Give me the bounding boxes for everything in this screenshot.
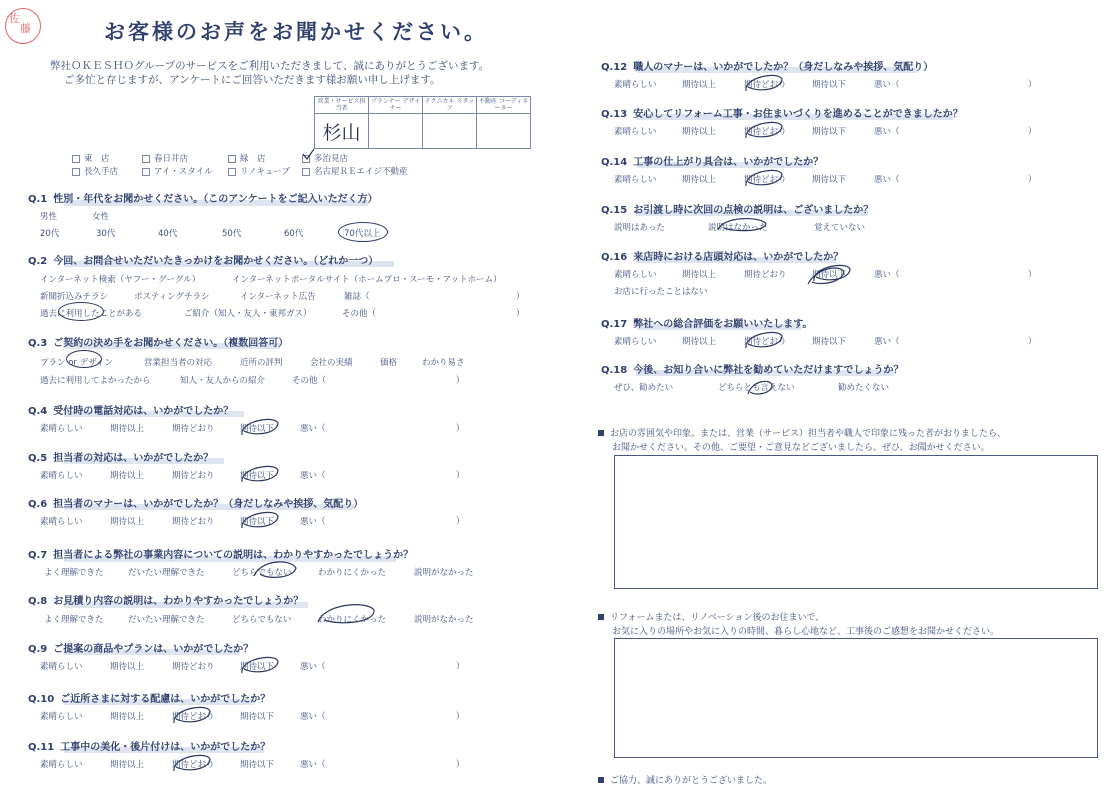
- q7-opt-none[interactable]: 説明がなかった: [414, 568, 474, 578]
- q9-opt-excellent[interactable]: 素晴らしい: [40, 662, 83, 672]
- q2-magazine-close: ）: [516, 292, 525, 302]
- q9-title: [28, 640, 253, 655]
- q9-number: Q.9: [28, 644, 48, 655]
- q2-opt-portal-site[interactable]: インターネットポータルサイト（ホームプロ・スーモ・アットホーム）: [232, 275, 502, 285]
- store-label: リノキューブ: [240, 167, 290, 177]
- checkbox-box: [228, 168, 236, 176]
- q16-opt-bad[interactable]: 悪い（: [874, 270, 900, 280]
- q4-title: [28, 402, 233, 417]
- q18-answer-mark: [744, 376, 776, 398]
- q15-title: Q.15 お引渡し時に次回の点検の説明は、ございましたか？: [601, 205, 874, 216]
- q11-opt-bad-close: ）: [456, 760, 465, 770]
- footer-text: ご協力、誠にありがとうございました。: [610, 776, 773, 786]
- staff-col-planner: プランナー デザイナー: [369, 97, 423, 114]
- q10-answer-mark: [168, 701, 214, 727]
- q2-opt-other[interactable]: その他（: [342, 309, 377, 319]
- q10-title: [28, 690, 270, 705]
- staff-col-realestate: 不動産 コーディネーター: [477, 97, 531, 114]
- q7-opt-unclear[interactable]: わかりにくかった: [318, 568, 387, 578]
- store-label: 長久手店: [84, 167, 119, 177]
- page-title: お客様のお声をお聞かせください。: [104, 20, 488, 44]
- comment2-prompt-line2: お気に入りの場所やお気に入りの時間、暮らし心地など、工事後のご感想をお聞かせください。: [612, 627, 1000, 637]
- q1-age-50s[interactable]: 50代: [222, 229, 242, 239]
- q12-opt-bad-close: ）: [1028, 80, 1037, 90]
- q6-opt-excellent[interactable]: 素晴らしい: [40, 517, 83, 527]
- q14-opt-bad[interactable]: 悪い（: [874, 175, 900, 185]
- comment2-prompt-line1: [598, 610, 824, 623]
- q8-opt-neither[interactable]: どちらでもない: [232, 615, 292, 625]
- q6-opt-as-expected[interactable]: 期待どおり: [172, 517, 215, 527]
- q7-answer-mark: [250, 556, 300, 582]
- q11-opt-as-expected[interactable]: 期待どおり: [172, 760, 215, 770]
- q13-number: Q.13: [601, 109, 628, 120]
- q14-answer-mark: [740, 164, 786, 190]
- q18-opt-neither[interactable]: どちらとも言えない: [718, 383, 795, 393]
- q16-answer-mark: [804, 262, 848, 290]
- q16-opt-below[interactable]: 期待以下: [812, 270, 847, 280]
- q16-opt-excellent[interactable]: 素晴らしい: [614, 270, 657, 280]
- q6-number: Q.6: [28, 499, 48, 510]
- staff-col-sales: 営業・サービス担当者: [315, 97, 369, 114]
- store-checkbox-nagakute[interactable]: [72, 165, 118, 177]
- q9-answer-mark: [236, 651, 282, 677]
- q6-text: 担当者のマナーは、いかがでしたか？（身だしなみや挨拶、気配り）: [53, 499, 364, 510]
- q7-opt-well[interactable]: よく理解できた: [44, 568, 104, 578]
- q14-title: [601, 153, 823, 168]
- q10-text: ご近所さまに対する配慮は、いかがでしたか？: [60, 694, 271, 705]
- stamp-char-1: 佐: [9, 12, 20, 25]
- store-label: アイ・スタイル: [154, 167, 213, 177]
- q3-opt-other[interactable]: その他（: [292, 376, 327, 386]
- q10-opt-as-expected[interactable]: 期待どおり: [172, 712, 215, 722]
- q2-opt-referral[interactable]: ご紹介（知人・友人・東邦ガス）: [184, 309, 312, 319]
- q16-opt-as-expected[interactable]: 期待どおり: [744, 270, 787, 280]
- q18-text: 今後、お知り合いに弊社を勧めていただけますでしょうか？: [633, 365, 904, 376]
- q1-text: 性別・年代をお聞かせください。（このアンケートをご記入いただく方）: [53, 194, 378, 205]
- q3-text: ご契約の決め手をお聞かせください。（複数回答可）: [53, 338, 289, 349]
- q10-opt-above[interactable]: 期待以上: [110, 712, 145, 722]
- q6-answer-mark: [236, 506, 282, 532]
- q12-number: Q.12: [601, 62, 628, 73]
- q11-opt-below[interactable]: 期待以下: [240, 760, 275, 770]
- q8-answer-mark: [312, 598, 380, 628]
- staff-sales-cell[interactable]: [315, 114, 369, 149]
- q9-opt-below[interactable]: 期待以下: [240, 662, 275, 672]
- q17-opt-below[interactable]: 期待以下: [812, 337, 847, 347]
- store-checkbox-midori[interactable]: [228, 152, 266, 164]
- q11-opt-excellent[interactable]: 素晴らしい: [40, 760, 83, 770]
- q16-opt-never-visited[interactable]: お店に行ったことはない: [614, 287, 708, 297]
- q12-text: 職人のマナーは、いかがでしたか？（身だしなみや挨拶、気配り）: [633, 62, 934, 73]
- q6-opt-bad-close: ）: [456, 517, 465, 527]
- q3-opt-friend-referral[interactable]: 知人・友人からの紹介: [180, 376, 266, 386]
- q8-opt-unclear[interactable]: わかりにくかった: [318, 615, 387, 625]
- q17-opt-above[interactable]: 期待以上: [682, 337, 717, 347]
- q17-opt-bad-close: ）: [1028, 337, 1037, 347]
- staff-col-technical: テクニカル スタッフ: [423, 97, 477, 114]
- q9-opt-bad[interactable]: 悪い（: [300, 662, 326, 672]
- comment1-prompt-line2: お聞かせください。その他、ご要望・ご意見などございましたら、ぜひ、お聞かせください。: [612, 443, 990, 453]
- q17-opt-as-expected[interactable]: 期待どおり: [744, 337, 787, 347]
- q4-answer-mark: [236, 413, 282, 439]
- q4-opt-excellent[interactable]: 素晴らしい: [40, 424, 83, 434]
- q12-opt-excellent[interactable]: 素晴らしい: [614, 80, 657, 90]
- q18-title: Q.18 今後、お知り合いに弊社を勧めていただけますでしょうか？: [601, 365, 904, 376]
- q10-opt-excellent[interactable]: 素晴らしい: [40, 712, 83, 722]
- q16-opt-bad-close: ）: [1028, 270, 1037, 280]
- store-label: 東 店: [84, 154, 110, 164]
- q5-opt-as-expected[interactable]: 期待どおり: [172, 471, 215, 481]
- store-label: 多治見店: [314, 154, 349, 164]
- q17-text: 弊社への総合評価をお願いいたします。: [633, 319, 813, 330]
- store-label: 名古屋ＲＥエイジ不動産: [314, 167, 408, 177]
- q13-opt-above[interactable]: 期待以上: [682, 127, 717, 137]
- store-label: 春日井店: [154, 154, 189, 164]
- q9-opt-bad-close: ）: [456, 662, 465, 672]
- q4-opt-below[interactable]: 期待以下: [240, 424, 275, 434]
- q8-title: Q.8 お見積り内容の説明は、わかりやすかったでしょうか？: [28, 596, 304, 607]
- q18-opt-recommend[interactable]: ぜひ、勧めたい: [614, 383, 674, 393]
- q11-number: Q.11: [28, 742, 55, 753]
- q5-opt-above[interactable]: 期待以上: [110, 471, 145, 481]
- q3-opt-clarity[interactable]: わかり易さ: [422, 358, 465, 368]
- q13-opt-below[interactable]: 期待以下: [812, 127, 847, 137]
- q1-gender-female[interactable]: 女性: [92, 212, 110, 222]
- q7-opt-neither[interactable]: どちらでもない: [232, 568, 292, 578]
- q15-text: お引渡し時に次回の点検の説明は、ございましたか？: [633, 205, 874, 216]
- store-checkbox-istyle[interactable]: [142, 165, 213, 177]
- q2-title: Q.2 今回、お問合せいただいたきっかけをお聞かせください。（どれか一つ）: [28, 256, 379, 267]
- seal-stamp: [5, 8, 41, 44]
- q12-opt-bad[interactable]: 悪い（: [874, 80, 900, 90]
- q8-opt-mostly[interactable]: だいたい理解できた: [128, 615, 205, 625]
- q14-opt-excellent[interactable]: 素晴らしい: [614, 175, 657, 185]
- comment2-text-1: リフォームまたは、リノベーション後のお住まいで、: [610, 613, 825, 623]
- q11-answer-mark: [168, 749, 214, 775]
- staff-sales-name: 杉山: [322, 121, 361, 144]
- q15-opt-no[interactable]: 説明はなかった: [708, 223, 768, 233]
- q15-answer-mark: [712, 214, 772, 234]
- comment1-prompt-line1: [598, 426, 1006, 439]
- q13-text: 安心してリフォーム工事・お住まいづくりを進めることができましたか？: [633, 109, 963, 120]
- checkbox-box: [142, 155, 150, 163]
- checkbox-box: [72, 155, 80, 163]
- comment1-textarea[interactable]: [614, 455, 1098, 589]
- staff-realestate-cell[interactable]: [477, 114, 531, 149]
- q3-opt-reputation[interactable]: 近所の評判: [240, 358, 283, 368]
- q15-opt-dont-remember[interactable]: 覚えていない: [814, 223, 866, 233]
- q1-age-20s[interactable]: 20代: [40, 229, 60, 239]
- q1-age-30s[interactable]: 30代: [96, 229, 116, 239]
- q3-other-close: ）: [456, 376, 465, 386]
- checkbox-box: [228, 155, 236, 163]
- q9-text: ご提案の商品やプランは、いかがでしたか？: [53, 644, 254, 655]
- q3-opt-plan-design[interactable]: プラン or デザイン: [40, 358, 114, 368]
- q16-text: 来店時における店頭対応は、いかがでしたか？: [633, 252, 844, 263]
- q13-opt-bad[interactable]: 悪い（: [874, 127, 900, 137]
- q7-text: 担当者による弊社の事業内容についての説明は、わかりやすかったでしょうか？: [53, 550, 414, 561]
- q6-opt-bad[interactable]: 悪い（: [300, 517, 326, 527]
- q2-text: 今回、お問合せいただいたきっかけをお聞かせください。（どれか一つ）: [53, 256, 379, 267]
- q1-age-60s[interactable]: 60代: [284, 229, 304, 239]
- q3-opt-sales-response[interactable]: 営業担当者の対応: [144, 358, 213, 368]
- q13-opt-excellent[interactable]: 素晴らしい: [614, 127, 657, 137]
- q2-opt-newspaper-flyer[interactable]: 新聞折込みチラシ: [40, 292, 109, 302]
- q14-opt-below[interactable]: 期待以下: [812, 175, 847, 185]
- staff-planner-cell[interactable]: [369, 114, 423, 149]
- checkbox-box: [302, 168, 310, 176]
- q12-opt-above[interactable]: 期待以上: [682, 80, 717, 90]
- q5-number: Q.5: [28, 453, 48, 464]
- q13-opt-bad-close: ）: [1028, 127, 1037, 137]
- q11-text: 工事中の美化・後片付けは、いかがでしたか？: [60, 742, 271, 753]
- q10-opt-below[interactable]: 期待以下: [240, 712, 275, 722]
- q5-answer-mark: [236, 460, 282, 486]
- q11-title: [28, 738, 270, 753]
- q2-answer-circle: [58, 302, 104, 321]
- store-checkbox-renocube[interactable]: [228, 165, 290, 177]
- q14-opt-above[interactable]: 期待以上: [682, 175, 717, 185]
- q4-opt-above[interactable]: 期待以上: [110, 424, 145, 434]
- q10-opt-bad[interactable]: 悪い（: [300, 712, 326, 722]
- q3-opt-price[interactable]: 価格: [380, 358, 398, 368]
- q4-opt-as-expected[interactable]: 期待どおり: [172, 424, 215, 434]
- q5-opt-bad[interactable]: 悪い（: [300, 471, 326, 481]
- staff-technical-cell[interactable]: [423, 114, 477, 149]
- q5-title: [28, 449, 213, 464]
- q11-opt-above[interactable]: 期待以上: [110, 760, 145, 770]
- q17-opt-bad[interactable]: 悪い（: [874, 337, 900, 347]
- q1-title: Q.1 性別・年代をお聞かせください。（このアンケートをご記入いただく方）: [28, 194, 378, 205]
- q7-opt-mostly[interactable]: だいたい理解できた: [128, 568, 205, 578]
- q16-title: Q.16 来店時における店頭対応は、いかがでしたか？: [601, 252, 844, 263]
- q2-opt-magazine[interactable]: 雑誌（: [344, 292, 370, 302]
- store-checkbox-higashi[interactable]: [72, 152, 110, 164]
- q10-opt-bad-close: ）: [456, 712, 465, 722]
- intro-line-1: 弊社ＯＫＥＳＨＯグループのサービスをご利用いただきまして、誠にありがとうございます。: [50, 60, 490, 72]
- q4-text: 受付時の電話対応は、いかがでしたか？: [53, 406, 234, 417]
- q16-opt-above[interactable]: 期待以上: [682, 270, 717, 280]
- q11-opt-bad[interactable]: 悪い（: [300, 760, 326, 770]
- q2-opt-posting-flyer[interactable]: ポスティングチラシ: [134, 292, 210, 302]
- q5-opt-excellent[interactable]: 素晴らしい: [40, 471, 83, 481]
- bullet-square-icon: [598, 777, 604, 783]
- checkbox-box: [142, 168, 150, 176]
- store-label: 緑 店: [240, 154, 266, 164]
- intro-line-2: ご多忙と存じますが、アンケートにご回答いただきます様お願い申し上げます。: [64, 74, 441, 86]
- q1-age-40s[interactable]: 40代: [158, 229, 178, 239]
- q13-opt-as-expected[interactable]: 期待どおり: [744, 127, 787, 137]
- q8-opt-well[interactable]: よく理解できた: [44, 615, 104, 625]
- q2-opt-past-customer[interactable]: 過去に利用したことがある: [40, 309, 143, 319]
- q9-opt-above[interactable]: 期待以上: [110, 662, 145, 672]
- q3-opt-past-good[interactable]: 過去に利用してよかったから: [40, 376, 151, 386]
- q2-opt-internet-search[interactable]: インターネット検索（ヤフー・グーグル）: [40, 275, 201, 285]
- q6-opt-below[interactable]: 期待以下: [240, 517, 275, 527]
- check-mark-icon: [302, 148, 316, 162]
- q12-opt-below[interactable]: 期待以下: [812, 80, 847, 90]
- q13-answer-mark: [740, 116, 786, 142]
- q1-gender-male[interactable]: 男性: [40, 212, 58, 222]
- q8-opt-none[interactable]: 説明がなかった: [414, 615, 474, 625]
- q3-answer-circle: [66, 350, 102, 368]
- q4-number: Q.4: [28, 406, 48, 417]
- q12-answer-mark: [740, 69, 786, 95]
- q8-text: お見積り内容の説明は、わかりやすかったでしょうか？: [53, 596, 304, 607]
- q12-opt-as-expected[interactable]: 期待どおり: [744, 80, 787, 90]
- q5-opt-bad-close: ）: [456, 471, 465, 481]
- q6-opt-above[interactable]: 期待以上: [110, 517, 145, 527]
- q2-opt-internet-ad[interactable]: インターネット広告: [240, 292, 316, 302]
- q14-text: 工事の仕上がり具合は、いかがでしたか？: [633, 157, 824, 168]
- store-checkbox-kasugai[interactable]: [142, 152, 188, 164]
- checkbox-box: [72, 168, 80, 176]
- footer-thanks: [598, 773, 772, 786]
- bullet-square-icon: [598, 614, 604, 620]
- q5-opt-below[interactable]: 期待以下: [240, 471, 275, 481]
- q1-age-70s-plus[interactable]: 70代以上: [344, 229, 381, 239]
- q17-answer-mark: [740, 326, 786, 352]
- q14-opt-as-expected[interactable]: 期待どおり: [744, 175, 787, 185]
- q1-answer-circle: [338, 222, 388, 242]
- q14-number: Q.14: [601, 157, 628, 168]
- q5-text: 担当者の対応は、いかがでしたか？: [53, 453, 214, 464]
- q3-title: Q.3 ご契約の決め手をお聞かせください。（複数回答可）: [28, 338, 289, 349]
- store-checkbox-nagoya-re[interactable]: [302, 165, 408, 177]
- q10-number: Q.10: [28, 694, 55, 705]
- q7-title: Q.7 担当者による弊社の事業内容についての説明は、わかりやすかったでしょうか？: [28, 550, 414, 561]
- q15-opt-yes[interactable]: 説明はあった: [614, 223, 665, 233]
- q9-opt-as-expected[interactable]: 期待どおり: [172, 662, 215, 672]
- q6-title: [28, 495, 363, 510]
- q4-opt-bad[interactable]: 悪い（: [300, 424, 326, 434]
- q3-opt-track-record[interactable]: 会社の実績: [310, 358, 353, 368]
- q14-opt-bad-close: ）: [1028, 175, 1037, 185]
- stamp-char-2: 藤: [20, 22, 31, 35]
- q17-opt-excellent[interactable]: 素晴らしい: [614, 337, 657, 347]
- staff-table: [314, 96, 531, 149]
- q17-number: Q.17: [601, 319, 628, 330]
- q4-opt-bad-close: ）: [456, 424, 465, 434]
- q2-other-close: ）: [516, 309, 525, 319]
- comment1-text-1: お店の雰囲気や印象。または、営業（サービス）担当者や職人で印象に残った者がおりましたら、: [610, 429, 1007, 439]
- bullet-square-icon: [598, 430, 604, 436]
- comment2-textarea[interactable]: [614, 638, 1098, 758]
- q18-opt-not-recommend[interactable]: 勧めたくない: [838, 383, 890, 393]
